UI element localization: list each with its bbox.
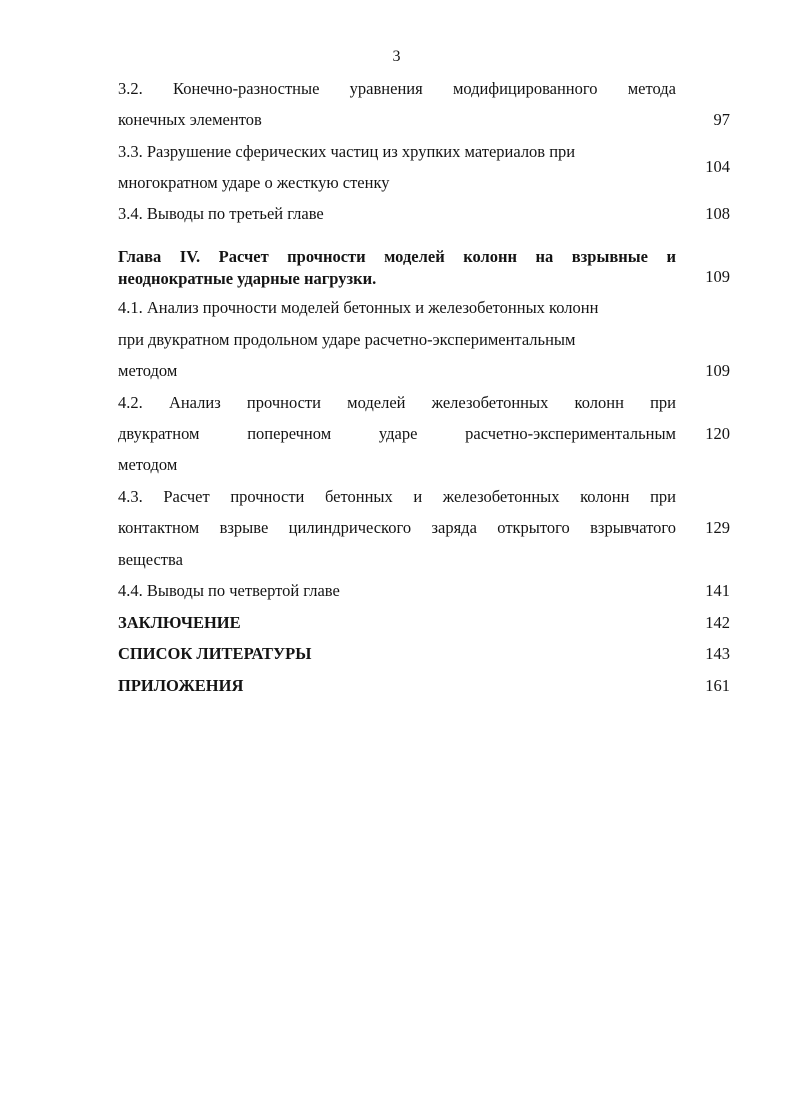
toc-page-number: 109 (705, 267, 730, 286)
toc-page-number: 161 (705, 676, 730, 695)
toc-page-number: 109 (705, 361, 730, 380)
toc-page-number: 108 (705, 204, 730, 223)
toc-section-heading: ПРИЛОЖЕНИЯ (118, 676, 244, 695)
toc-chapter-heading-line: неоднократные ударные нагрузки. (118, 269, 377, 288)
toc-entry-text-line: при двукратном продольном ударе расчетно-экспериментальным (118, 330, 576, 349)
toc-section-heading: ЗАКЛЮЧЕНИЕ (118, 613, 241, 632)
toc-page-number: 141 (705, 581, 730, 600)
toc-entry-text-line: методом (118, 455, 178, 474)
toc-entry-text-line: контактном взрыве цилиндрического заряда открытого взрывчатого (118, 518, 676, 537)
toc-entry-text-line: 4.3. Расчет прочности бетонных и железобетонных колонн при (118, 487, 676, 506)
toc-entry-text-line: 4.1. Анализ прочности моделей бетонных и железобетонных колонн (118, 298, 599, 317)
toc-entry-text-line: методом (118, 361, 178, 380)
toc-page-number: 120 (705, 424, 730, 443)
toc-section-heading: СПИСОК ЛИТЕРАТУРЫ (118, 644, 312, 663)
toc-entry-text-line: 3.4. Выводы по третьей главе (118, 204, 324, 223)
toc-entry-text-line: двукратном поперечном ударе расчетно-экспериментальным (118, 424, 676, 443)
toc-page-number: 142 (705, 613, 730, 632)
toc-entry-text-line: 4.4. Выводы по четвертой главе (118, 581, 340, 600)
toc-page-number: 104 (705, 157, 730, 176)
toc-entry-text-line: конечных элементов (118, 110, 262, 129)
toc-entry-text-line: вещества (118, 550, 183, 569)
toc-page-number: 129 (705, 518, 730, 537)
toc-page-number: 97 (713, 110, 730, 129)
toc-entry-text-line: многократном ударе о жесткую стенку (118, 173, 390, 192)
toc-entry-text-line: 4.2. Анализ прочности моделей железобетонных колонн при (118, 393, 676, 412)
toc-entry-text-line: 3.3. Разрушение сферических частиц из хрупких материалов при (118, 142, 576, 161)
toc-page-number: 143 (705, 644, 730, 663)
toc-chapter-heading-line: Глава IV. Расчет прочности моделей колонн на взрывные и (118, 247, 676, 266)
page-number: 3 (392, 48, 401, 65)
toc-entry-text-line: 3.2. Конечно-разностные уравнения модифицированного метода (118, 79, 676, 98)
